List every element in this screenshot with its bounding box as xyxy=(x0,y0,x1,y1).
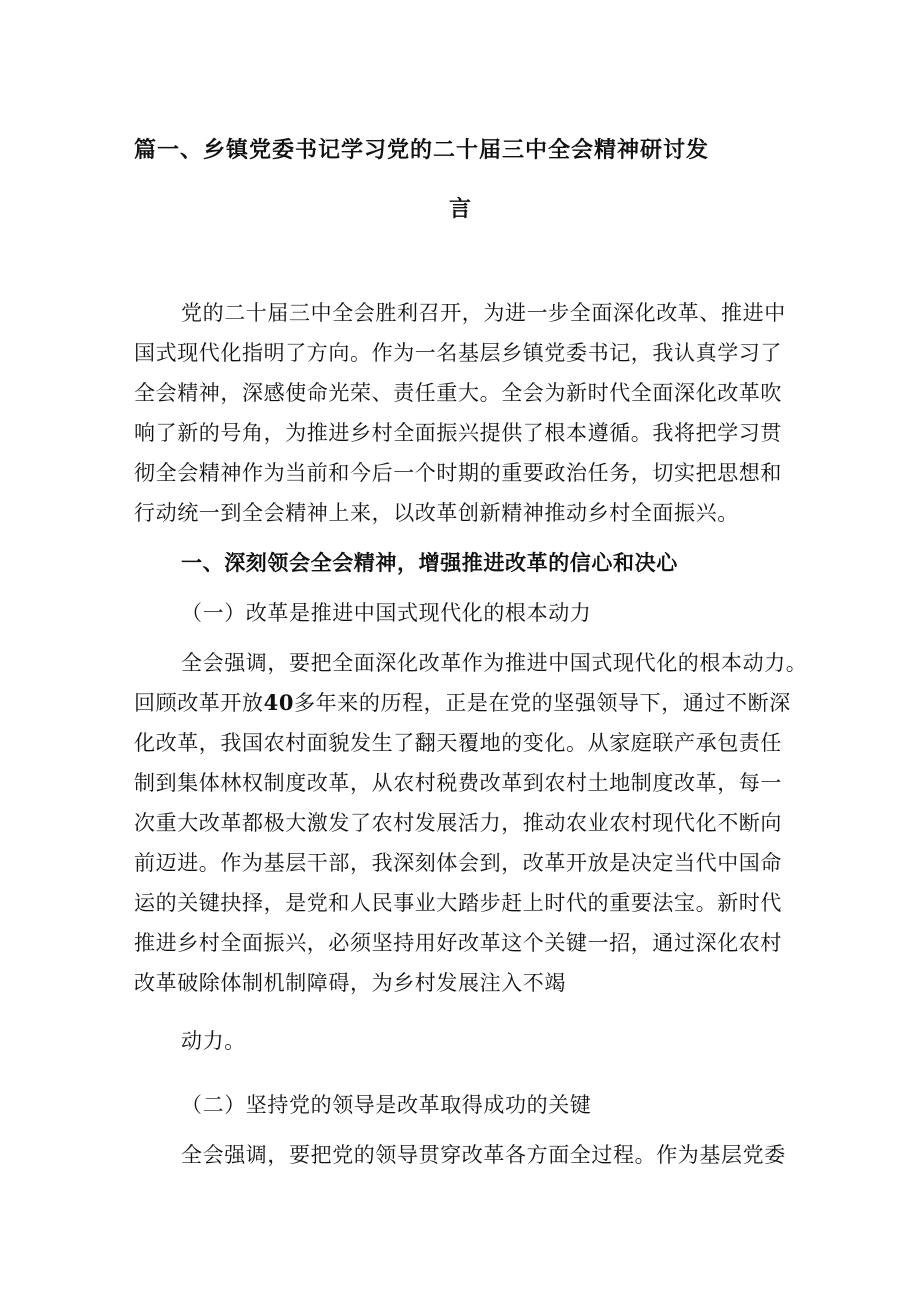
intro-line: 响了新的号角，为推进乡村全面振兴提供了根本遵循。我将把学习贯 xyxy=(134,421,782,445)
subsection-heading: （一）改革是推进中国式现代化的根本动力 xyxy=(181,601,592,625)
para1-line: 推进乡村全面振兴，必须坚持用好改革这个关键一招，通过深化农村 xyxy=(134,931,782,955)
section-heading: 一、深刻领会全会精神，增强推进改革的信心和决心 xyxy=(181,550,678,575)
para1-line-pre: 回顾改革开放 xyxy=(134,691,264,715)
para1-line xyxy=(134,687,791,719)
para1-tail: 动力。 xyxy=(181,1029,246,1053)
para2-line: 全会强调，要把党的领导贯穿改革各方面全过程。作为基层党委 xyxy=(181,1143,786,1167)
para1-line: 运的关键抉择，是党和人民事业大踏步赶上时代的重要法宝。新时代 xyxy=(134,891,782,915)
intro-line: 彻全会精神作为当前和今后一个时期的重要政治任务，切实把思想和 xyxy=(134,461,782,485)
year-count: 40 xyxy=(263,690,295,715)
para1-line: 全会强调，要把全面深化改革作为推进中国式现代化的根本动力。 xyxy=(181,651,808,675)
para1-line: 化改革，我国农村面貌发生了翻天覆地的变化。从家庭联产承包责任 xyxy=(134,731,782,755)
para1-line: 次重大改革都极大激发了农村发展活力，推动农业农村现代化不断向 xyxy=(134,811,782,835)
subsection-heading: （二）坚持党的领导是改革取得成功的关键 xyxy=(181,1093,592,1117)
para1-line-post: 多年来的历程，正是在党的坚强领导下，通过不断深 xyxy=(294,691,791,715)
intro-line: 党的二十届三中全会胜利召开，为进一步全面深化改革、推进中 xyxy=(181,301,786,325)
para1-line: 改革破除体制机制障碍，为乡村发展注入不竭 xyxy=(134,971,566,995)
document-title-line1: 篇一、乡镇党委书记学习党的二十届三中全会精神研讨发 xyxy=(134,137,710,163)
intro-line: 国式现代化指明了方向。作为一名基层乡镇党委书记，我认真学习了 xyxy=(134,341,782,365)
intro-line: 全会精神，深感使命光荣、责任重大。全会为新时代全面深化改革吹 xyxy=(134,381,782,405)
document-title-line2: 言 xyxy=(449,196,473,222)
para1-line: 制到集体林权制度改革，从农村税费改革到农村土地制度改革，每一 xyxy=(134,771,782,795)
para1-line: 前迈进。作为基层干部，我深刻体会到，改革开放是决定当代中国命 xyxy=(134,851,782,875)
intro-line: 行动统一到全会精神上来，以改革创新精神推动乡村全面振兴。 xyxy=(134,501,739,525)
